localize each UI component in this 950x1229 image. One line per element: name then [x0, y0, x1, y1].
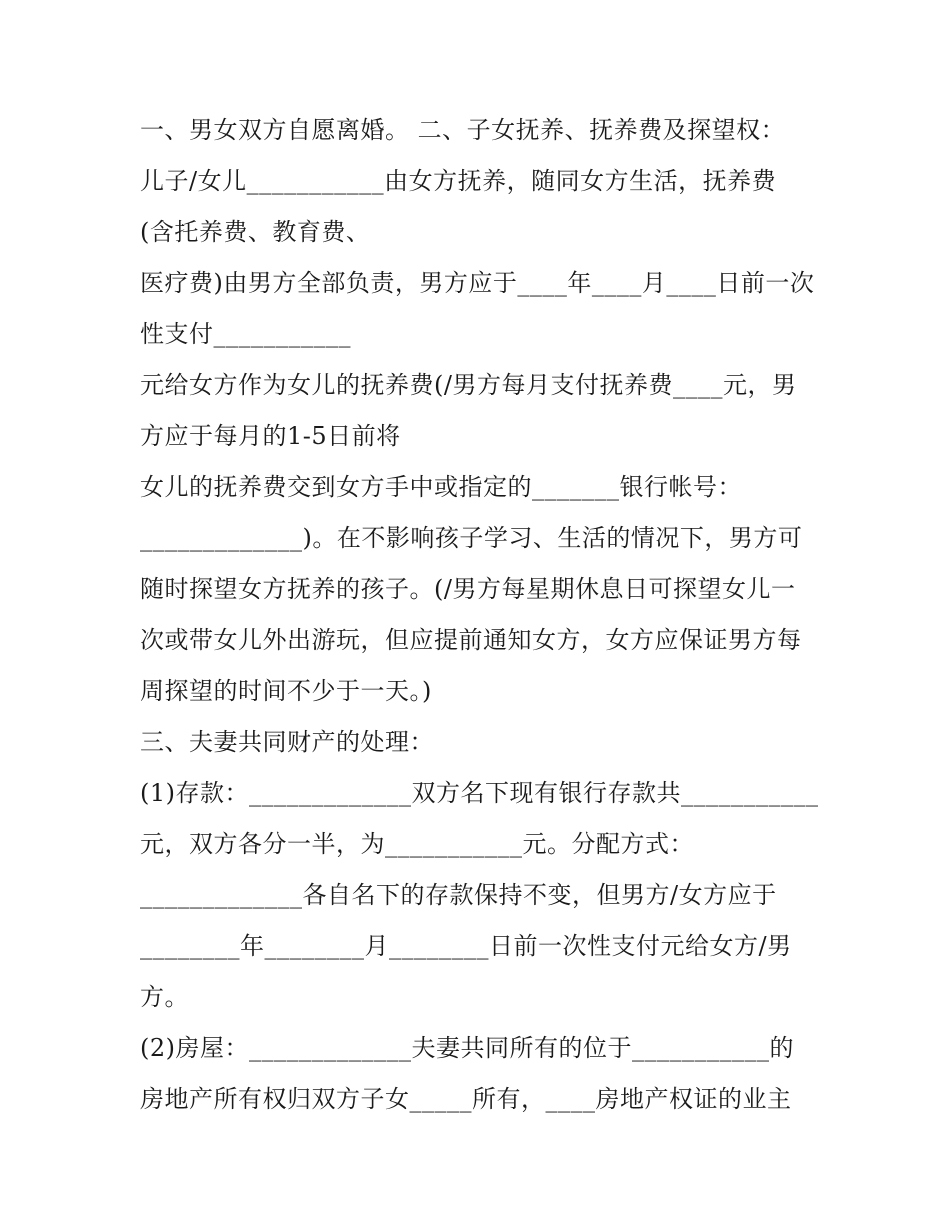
text-line: ________年________月________日前一次性支付元给女方/男 — [140, 932, 792, 960]
text-line: (2)房屋：_____________夫妻共同所有的位于___________的 — [140, 1034, 794, 1062]
text-line: 一、男女双方自愿离婚。 二、子女抚养、抚养费及探望权： — [140, 116, 786, 144]
text-line: 方。 — [140, 983, 189, 1011]
text-line: 周探望的时间不少于一天。) — [140, 677, 432, 705]
text-line: 性支付___________ — [140, 320, 351, 348]
text-line: (1)存款：_____________双方名下现有银行存款共___________ — [140, 779, 819, 807]
section-heading: 三、夫妻共同财产的处理： — [140, 728, 434, 756]
text-line: _____________)。在不影响孩子学习、生活的情况下，男方可 — [140, 524, 803, 552]
text-line: 女儿的抚养费交到女方手中或指定的_______银行帐号： — [140, 473, 742, 501]
text-line: 房地产所有权归双方子女_____所有，____房地产权证的业主 — [140, 1085, 792, 1113]
text-line: _____________各自名下的存款保持不变，但男方/女方应于 — [140, 881, 777, 909]
text-line: 儿子/女儿___________由女方抚养，随同女方生活，抚养费 — [140, 167, 777, 195]
text-line: 医疗费)由男方全部负责，男方应于____年____月____日前一次 — [140, 269, 815, 297]
text-line: 随时探望女方抚养的孩子。(/男方每星期休息日可探望女儿一 — [140, 575, 796, 603]
text-line: 元给女方作为女儿的抚养费(/男方每月支付抚养费____元，男 — [140, 371, 797, 399]
text-line: 次或带女儿外出游玩，但应提前通知女方，女方应保证男方每 — [140, 626, 802, 654]
text-line: 方应于每月的1-5日前将 — [140, 422, 401, 450]
text-line: (含托养费、教育费、 — [140, 218, 371, 246]
text-line: 元，双方各分一半，为___________元。分配方式： — [140, 830, 694, 858]
